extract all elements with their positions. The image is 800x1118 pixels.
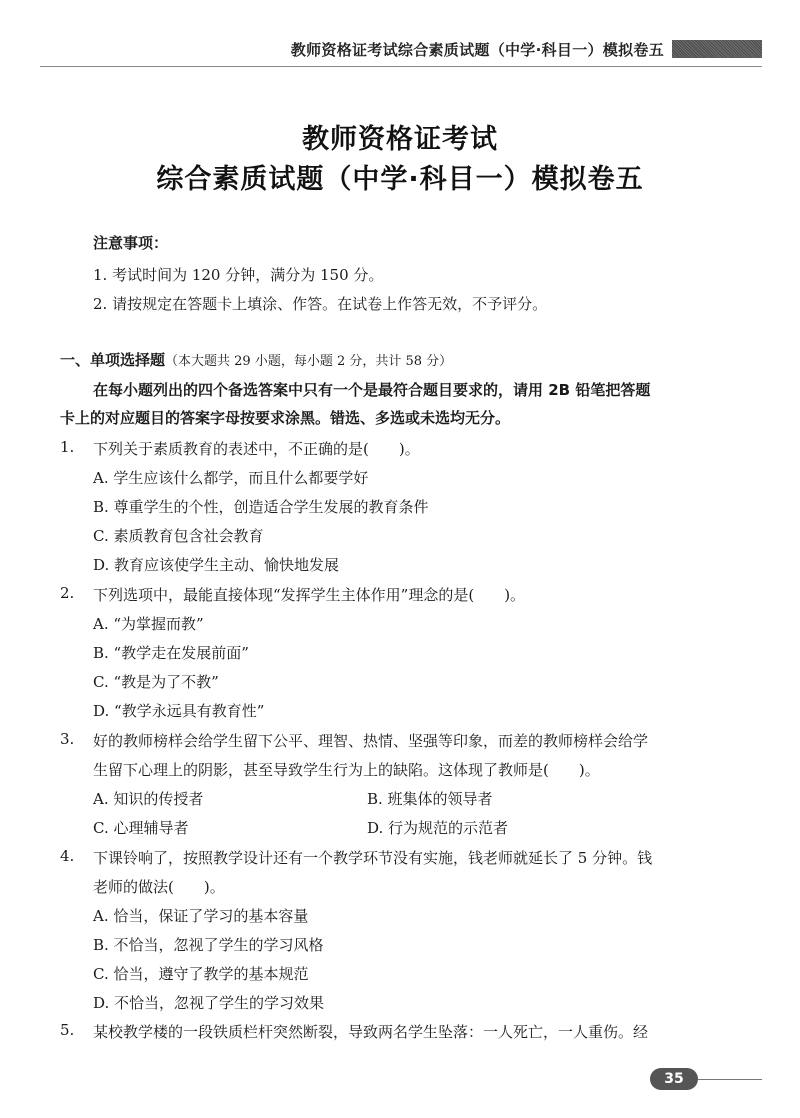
question-option: B. 尊重学生的个性，创造适合学生发展的教育条件	[93, 498, 429, 516]
header-rule	[40, 66, 762, 67]
question-option: C. “教是为了不教”	[93, 673, 219, 691]
question-option: D. 不恰当，忽视了学生的学习效果	[93, 994, 325, 1012]
question-option: D. 教育应该使学生主动、愉快地发展	[93, 556, 340, 574]
notice-item: 2. 请按规定在答题卡上填涂、作答。在试卷上作答无效，不予评分。	[93, 295, 548, 313]
question-stem: 下列选项中，最能直接体现“发挥学生主体作用”理念的是( )。	[93, 586, 526, 604]
question-option: A. 学生应该什么都学，而且什么都要学好	[93, 469, 369, 487]
running-header: 教师资格证考试综合素质试题（中学·科目一）模拟卷五	[290, 41, 664, 59]
question-number: 5.	[60, 1021, 75, 1039]
question-option: C. 心理辅导者	[93, 819, 189, 837]
question-stem: 下列关于素质教育的表述中，不正确的是( )。	[93, 440, 420, 458]
question-option: B. 不恰当，忽视了学生的学习风格	[93, 936, 324, 954]
page-title-line2: 综合素质试题（中学·科目一）模拟卷五	[156, 164, 644, 195]
question-option: A. “为掌握而教”	[93, 615, 204, 633]
question-stem: 老师的做法( )。	[93, 878, 225, 896]
section-instruction: 卡上的对应题目的答案字母按要求涂黑。错选、多选或未选均无分。	[60, 409, 511, 427]
question-option: C. 素质教育包含社会教育	[93, 527, 264, 545]
page-number-badge: 35	[650, 1068, 698, 1090]
question-stem: 下课铃响了，按照教学设计还有一个教学环节没有实施，钱老师就延长了 5 分钟。钱	[93, 849, 653, 867]
section-heading	[60, 349, 452, 370]
question-option: B. “教学走在发展前面”	[93, 644, 249, 662]
question-option: B. 班集体的领导者	[367, 790, 493, 808]
question-stem: 生留下心理上的阴影，甚至导致学生行为上的缺陷。这体现了教师是( )。	[93, 761, 600, 779]
question-option: C. 恰当，遵守了教学的基本规范	[93, 965, 309, 983]
question-number: 1.	[60, 438, 75, 456]
question-number: 4.	[60, 847, 75, 865]
footer-rule	[698, 1079, 762, 1080]
section-meta: （本大题共 29 小题，每小题 2 分，共计 58 分）	[165, 354, 453, 369]
question-number: 3.	[60, 730, 75, 748]
question-option: A. 恰当，保证了学习的基本容量	[93, 907, 309, 925]
question-number: 2.	[60, 584, 75, 602]
header-decoration-bar	[672, 40, 762, 58]
question-option: D. “教学永远具有教育性”	[93, 702, 265, 720]
page-title-line1: 教师资格证考试	[302, 124, 498, 155]
notice-item: 1. 考试时间为 120 分钟，满分为 150 分。	[93, 266, 384, 284]
question-option: A. 知识的传授者	[93, 790, 204, 808]
section-instruction: 在每小题列出的四个备选答案中只有一个是最符合题目要求的，请用 2B 铅笔把答题	[93, 381, 651, 399]
notice-heading: 注意事项：	[93, 234, 169, 252]
question-stem: 某校教学楼的一段铁质栏杆突然断裂，导致两名学生坠落：一人死亡，一人重伤。经	[93, 1023, 649, 1041]
section-title: 一、单项选择题	[60, 351, 166, 369]
question-option: D. 行为规范的示范者	[367, 819, 509, 837]
question-stem: 好的教师榜样会给学生留下公平、理智、热情、坚强等印象，而差的教师榜样会给学	[93, 732, 649, 750]
